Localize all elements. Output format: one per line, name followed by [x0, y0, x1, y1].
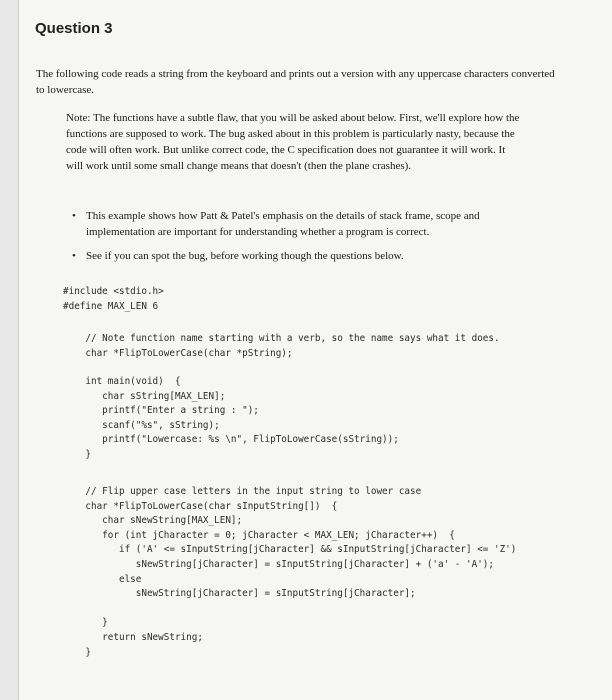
- bullet-text: See if you can spot the bug, before working though the questions below.: [86, 250, 404, 262]
- code-includes: #include <stdio.h> #define MAX_LEN 6: [63, 286, 164, 312]
- bullet-text: This example shows how Patt & Patel's emphasis on the details of stack frame, scope and implementation are important for understanding whether a program is correct.: [86, 210, 480, 238]
- question-title: Question 3: [35, 20, 113, 37]
- bullet-list: [72, 208, 527, 272]
- bullet-item: [72, 208, 527, 240]
- bullet-dot-icon: •: [72, 210, 76, 222]
- note-paragraph: Note: The functions have a subtle flaw, that you will be asked about below. First, we'll explore how the functions are supposed to work. The bug asked about in this problem is particularly nasty, because the code will often work. But unlike correct code, the C specification does not guarantee it will work. It will work until some small change means that doesn't (then the plane crashes).: [66, 112, 520, 172]
- bullet-dot-icon: •: [72, 250, 76, 262]
- intro-paragraph: The following code reads a string from the keyboard and prints out a version with any uppercase characters converted to lowercase.: [36, 68, 555, 96]
- question-page: [18, 0, 612, 700]
- code-prototype: // Note function name starting with a verb, so the name says what it does. char *FlipToLowerCase(char *pString);: [85, 333, 500, 359]
- code-flip-function: // Flip upper case letters in the input string to lower case char *FlipToLowerCase(char sInputString[]) { char sNewString[MAX_LEN]; for (int jCharacter = 0; jCharacter < MAX_LEN; jCharacter++) { if ('A' <= sInputString[jCharacter] && sInputString[jCharacter] <= 'Z') sNewString[jCharacter] = sInputString[jCharacter] + ('a' - 'A'); else sNewString[jCharacter] = sInputString[jCharacter]; } return sNewString; }: [85, 486, 517, 658]
- bullet-item: [72, 248, 527, 264]
- code-main-function: int main(void) { char sString[MAX_LEN]; printf("Enter a string : "); scanf("%s", sString); printf("Lowercase: %s \n", FlipToLowerCase(sString)); }: [85, 376, 399, 460]
